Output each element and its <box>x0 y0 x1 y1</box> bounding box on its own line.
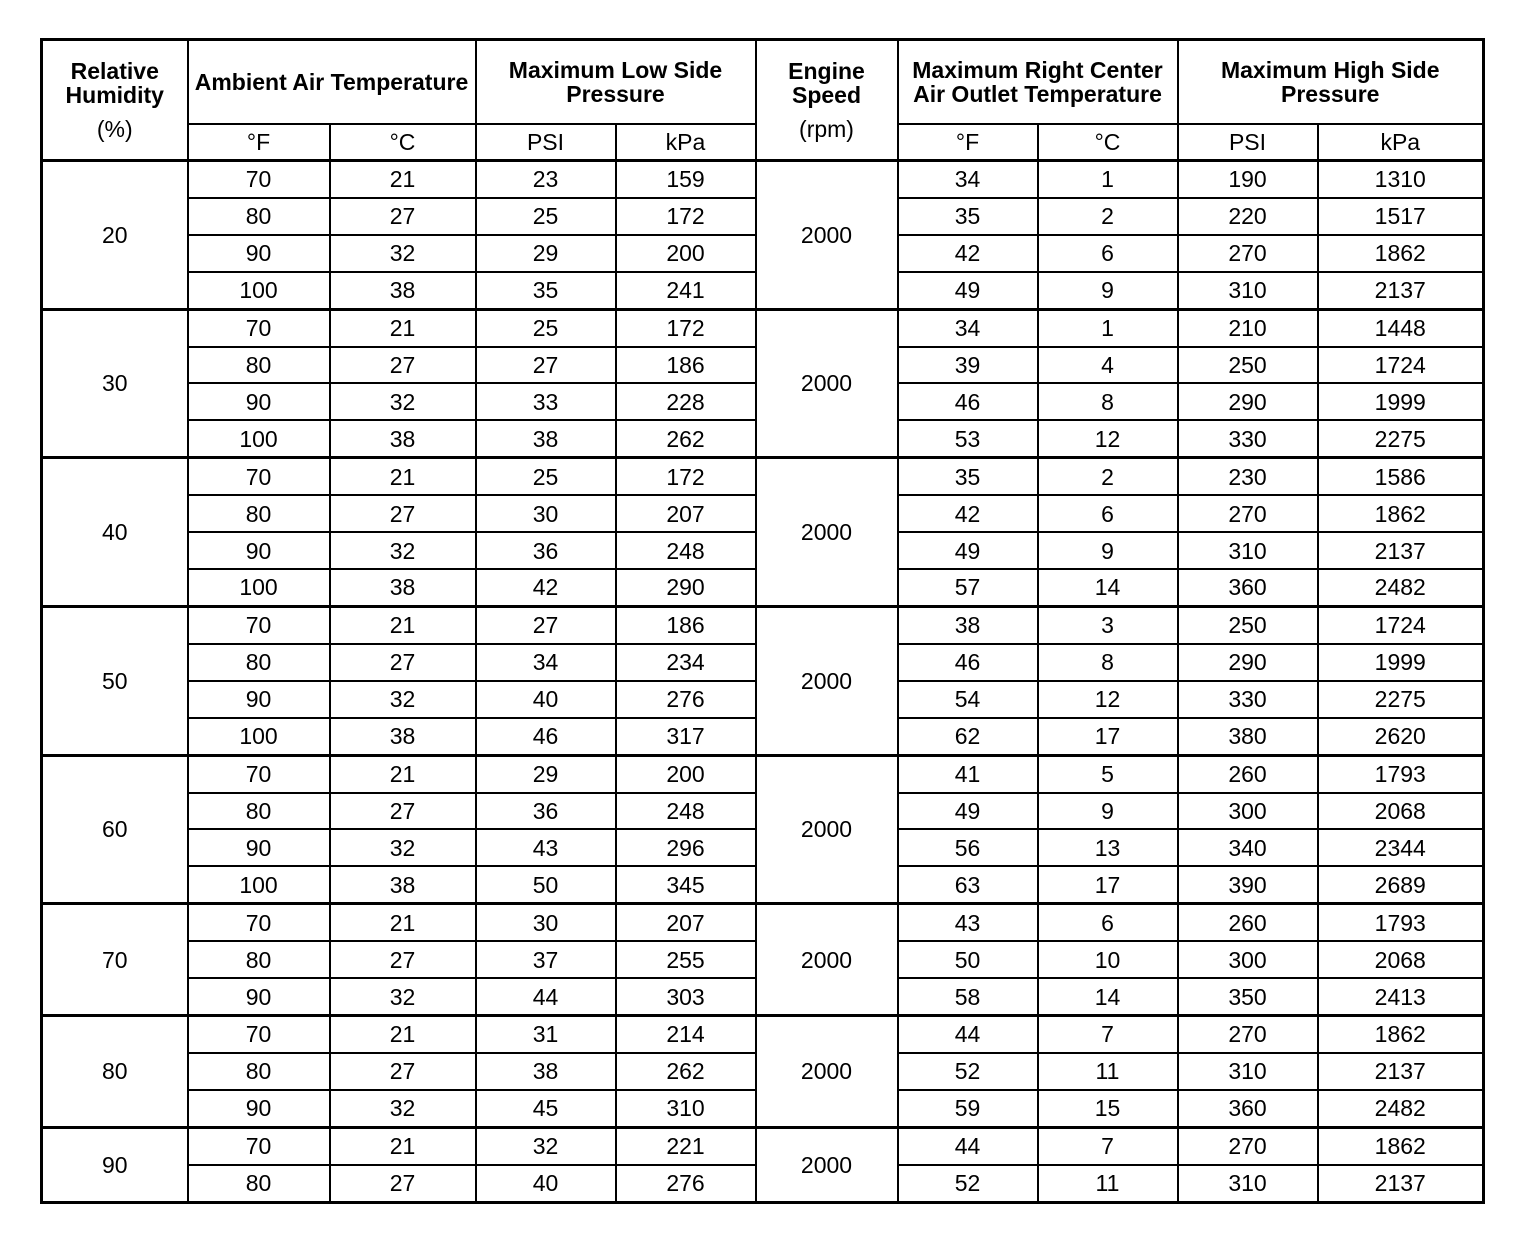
ambient-c-cell: 21 <box>330 1016 476 1053</box>
high-psi-cell: 310 <box>1178 1053 1318 1090</box>
table-row <box>42 309 1484 346</box>
ambient-f-cell: 80 <box>188 1053 330 1090</box>
high-psi-cell: 310 <box>1178 532 1318 569</box>
outlet-c-cell: 9 <box>1038 793 1178 830</box>
high-kpa-cell: 2137 <box>1318 1165 1484 1203</box>
ambient-f-cell: 90 <box>188 532 330 569</box>
low-psi-cell: 50 <box>476 866 616 903</box>
high-kpa-cell: 1793 <box>1318 755 1484 792</box>
low-kpa-cell: 234 <box>616 644 756 681</box>
high-psi-cell: 300 <box>1178 793 1318 830</box>
unit-outlet-f: °F <box>898 124 1038 161</box>
high-kpa-cell: 1448 <box>1318 309 1484 346</box>
low-psi-cell: 25 <box>476 198 616 235</box>
high-psi-cell: 340 <box>1178 829 1318 866</box>
humidity-cell: 80 <box>42 1016 188 1128</box>
low-kpa-cell: 310 <box>616 1090 756 1127</box>
low-psi-cell: 25 <box>476 309 616 346</box>
engine-speed-cell: 2000 <box>756 161 898 310</box>
low-kpa-cell: 248 <box>616 532 756 569</box>
outlet-f-cell: 49 <box>898 272 1038 309</box>
high-psi-cell: 310 <box>1178 1165 1318 1203</box>
ambient-f-cell: 70 <box>188 458 330 495</box>
table-body <box>42 161 1484 1203</box>
outlet-f-cell: 52 <box>898 1165 1038 1203</box>
low-psi-cell: 36 <box>476 793 616 830</box>
outlet-f-cell: 46 <box>898 644 1038 681</box>
high-kpa-cell: 2275 <box>1318 681 1484 718</box>
header-engine-speed-unit: (rpm) <box>799 116 854 143</box>
low-kpa-cell: 276 <box>616 1165 756 1203</box>
low-psi-cell: 46 <box>476 718 616 755</box>
low-psi-cell: 38 <box>476 1053 616 1090</box>
ambient-f-cell: 70 <box>188 1127 330 1164</box>
low-psi-cell: 32 <box>476 1127 616 1164</box>
low-kpa-cell: 172 <box>616 309 756 346</box>
high-kpa-cell: 2137 <box>1318 532 1484 569</box>
humidity-cell: 30 <box>42 309 188 458</box>
low-psi-cell: 29 <box>476 755 616 792</box>
ambient-f-cell: 90 <box>188 1090 330 1127</box>
high-psi-cell: 360 <box>1178 569 1318 606</box>
low-kpa-cell: 248 <box>616 793 756 830</box>
outlet-c-cell: 7 <box>1038 1127 1178 1164</box>
outlet-c-cell: 8 <box>1038 383 1178 420</box>
high-kpa-cell: 1586 <box>1318 458 1484 495</box>
low-psi-cell: 27 <box>476 606 616 643</box>
ambient-c-cell: 27 <box>330 198 476 235</box>
outlet-f-cell: 62 <box>898 718 1038 755</box>
outlet-c-cell: 2 <box>1038 198 1178 235</box>
low-psi-cell: 38 <box>476 420 616 457</box>
ambient-f-cell: 100 <box>188 718 330 755</box>
table-row <box>42 161 1484 198</box>
outlet-f-cell: 38 <box>898 606 1038 643</box>
outlet-f-cell: 34 <box>898 309 1038 346</box>
high-psi-cell: 210 <box>1178 309 1318 346</box>
outlet-f-cell: 34 <box>898 161 1038 198</box>
high-kpa-cell: 1862 <box>1318 1016 1484 1053</box>
ambient-c-cell: 21 <box>330 1127 476 1164</box>
high-psi-cell: 360 <box>1178 1090 1318 1127</box>
high-psi-cell: 380 <box>1178 718 1318 755</box>
table-row <box>42 1127 1484 1164</box>
outlet-c-cell: 6 <box>1038 495 1178 532</box>
unit-low-psi: PSI <box>476 124 616 161</box>
outlet-f-cell: 42 <box>898 495 1038 532</box>
ambient-f-cell: 90 <box>188 978 330 1015</box>
ambient-c-cell: 21 <box>330 755 476 792</box>
ambient-c-cell: 32 <box>330 383 476 420</box>
header-engine-speed-label: Engine Speed <box>788 57 865 108</box>
outlet-f-cell: 59 <box>898 1090 1038 1127</box>
ambient-f-cell: 100 <box>188 569 330 606</box>
table-row <box>42 1016 1484 1053</box>
low-kpa-cell: 221 <box>616 1127 756 1164</box>
header-ambient-air-temperature: Ambient Air Temperature <box>188 40 476 125</box>
ambient-f-cell: 70 <box>188 904 330 941</box>
low-psi-cell: 30 <box>476 495 616 532</box>
engine-speed-cell: 2000 <box>756 309 898 458</box>
engine-speed-cell: 2000 <box>756 755 898 904</box>
low-kpa-cell: 207 <box>616 904 756 941</box>
engine-speed-cell: 2000 <box>756 606 898 755</box>
low-psi-cell: 25 <box>476 458 616 495</box>
ambient-f-cell: 80 <box>188 941 330 978</box>
ambient-f-cell: 100 <box>188 420 330 457</box>
low-psi-cell: 30 <box>476 904 616 941</box>
outlet-f-cell: 46 <box>898 383 1038 420</box>
outlet-c-cell: 17 <box>1038 718 1178 755</box>
ambient-f-cell: 70 <box>188 1016 330 1053</box>
low-kpa-cell: 303 <box>616 978 756 1015</box>
ambient-c-cell: 27 <box>330 941 476 978</box>
ambient-f-cell: 80 <box>188 793 330 830</box>
high-kpa-cell: 1517 <box>1318 198 1484 235</box>
low-kpa-cell: 207 <box>616 495 756 532</box>
ambient-c-cell: 38 <box>330 569 476 606</box>
table-row <box>42 606 1484 643</box>
humidity-cell: 50 <box>42 606 188 755</box>
high-psi-cell: 230 <box>1178 458 1318 495</box>
table-header <box>42 40 1484 161</box>
outlet-c-cell: 3 <box>1038 606 1178 643</box>
humidity-cell: 90 <box>42 1127 188 1202</box>
low-psi-cell: 42 <box>476 569 616 606</box>
outlet-c-cell: 8 <box>1038 644 1178 681</box>
outlet-f-cell: 54 <box>898 681 1038 718</box>
engine-speed-cell: 2000 <box>756 904 898 1016</box>
ambient-f-cell: 70 <box>188 309 330 346</box>
outlet-c-cell: 17 <box>1038 866 1178 903</box>
ambient-f-cell: 80 <box>188 347 330 384</box>
ambient-c-cell: 21 <box>330 904 476 941</box>
ambient-f-cell: 100 <box>188 866 330 903</box>
high-psi-cell: 260 <box>1178 755 1318 792</box>
high-kpa-cell: 2344 <box>1318 829 1484 866</box>
outlet-f-cell: 35 <box>898 458 1038 495</box>
low-kpa-cell: 186 <box>616 606 756 643</box>
high-kpa-cell: 2137 <box>1318 272 1484 309</box>
outlet-c-cell: 9 <box>1038 272 1178 309</box>
engine-speed-cell: 2000 <box>756 458 898 607</box>
ambient-c-cell: 38 <box>330 420 476 457</box>
outlet-c-cell: 11 <box>1038 1165 1178 1203</box>
outlet-f-cell: 39 <box>898 347 1038 384</box>
low-psi-cell: 37 <box>476 941 616 978</box>
engine-speed-cell: 2000 <box>756 1016 898 1128</box>
outlet-f-cell: 52 <box>898 1053 1038 1090</box>
high-kpa-cell: 1862 <box>1318 235 1484 272</box>
high-psi-cell: 390 <box>1178 866 1318 903</box>
low-kpa-cell: 255 <box>616 941 756 978</box>
low-psi-cell: 33 <box>476 383 616 420</box>
ambient-c-cell: 27 <box>330 793 476 830</box>
outlet-c-cell: 14 <box>1038 978 1178 1015</box>
ambient-f-cell: 90 <box>188 681 330 718</box>
outlet-f-cell: 58 <box>898 978 1038 1015</box>
outlet-c-cell: 15 <box>1038 1090 1178 1127</box>
outlet-c-cell: 2 <box>1038 458 1178 495</box>
low-psi-cell: 36 <box>476 532 616 569</box>
outlet-c-cell: 1 <box>1038 161 1178 198</box>
ambient-c-cell: 38 <box>330 718 476 755</box>
ambient-c-cell: 32 <box>330 1090 476 1127</box>
engine-speed-cell: 2000 <box>756 1127 898 1202</box>
ambient-f-cell: 90 <box>188 235 330 272</box>
high-kpa-cell: 1862 <box>1318 495 1484 532</box>
unit-high-kpa: kPa <box>1318 124 1484 161</box>
high-kpa-cell: 2482 <box>1318 1090 1484 1127</box>
high-kpa-cell: 2068 <box>1318 793 1484 830</box>
high-kpa-cell: 2137 <box>1318 1053 1484 1090</box>
low-kpa-cell: 172 <box>616 458 756 495</box>
high-psi-cell: 220 <box>1178 198 1318 235</box>
unit-ambient-c: °C <box>330 124 476 161</box>
ambient-f-cell: 80 <box>188 495 330 532</box>
table-row <box>42 458 1484 495</box>
outlet-c-cell: 1 <box>1038 309 1178 346</box>
low-kpa-cell: 317 <box>616 718 756 755</box>
outlet-c-cell: 5 <box>1038 755 1178 792</box>
low-kpa-cell: 276 <box>616 681 756 718</box>
ambient-f-cell: 100 <box>188 272 330 309</box>
high-kpa-cell: 2620 <box>1318 718 1484 755</box>
low-kpa-cell: 262 <box>616 420 756 457</box>
ambient-c-cell: 32 <box>330 681 476 718</box>
high-psi-cell: 310 <box>1178 272 1318 309</box>
high-kpa-cell: 1310 <box>1318 161 1484 198</box>
unit-ambient-f: °F <box>188 124 330 161</box>
outlet-c-cell: 4 <box>1038 347 1178 384</box>
low-psi-cell: 43 <box>476 829 616 866</box>
outlet-c-cell: 14 <box>1038 569 1178 606</box>
ambient-c-cell: 27 <box>330 495 476 532</box>
ambient-c-cell: 32 <box>330 829 476 866</box>
high-psi-cell: 290 <box>1178 644 1318 681</box>
humidity-cell: 40 <box>42 458 188 607</box>
outlet-f-cell: 41 <box>898 755 1038 792</box>
high-psi-cell: 330 <box>1178 681 1318 718</box>
ambient-c-cell: 21 <box>330 161 476 198</box>
outlet-c-cell: 7 <box>1038 1016 1178 1053</box>
header-max-high-side-pressure: Maximum High Side Pressure <box>1178 40 1484 125</box>
high-kpa-cell: 1793 <box>1318 904 1484 941</box>
high-psi-cell: 270 <box>1178 235 1318 272</box>
outlet-f-cell: 42 <box>898 235 1038 272</box>
outlet-f-cell: 57 <box>898 569 1038 606</box>
header-max-outlet-temperature: Maximum Right Center Air Outlet Temperature <box>898 40 1178 125</box>
ambient-c-cell: 21 <box>330 309 476 346</box>
humidity-cell: 70 <box>42 904 188 1016</box>
low-psi-cell: 44 <box>476 978 616 1015</box>
high-psi-cell: 190 <box>1178 161 1318 198</box>
low-psi-cell: 29 <box>476 235 616 272</box>
high-psi-cell: 270 <box>1178 1016 1318 1053</box>
high-kpa-cell: 2068 <box>1318 941 1484 978</box>
outlet-c-cell: 6 <box>1038 904 1178 941</box>
high-psi-cell: 300 <box>1178 941 1318 978</box>
high-psi-cell: 250 <box>1178 347 1318 384</box>
low-kpa-cell: 214 <box>616 1016 756 1053</box>
low-kpa-cell: 172 <box>616 198 756 235</box>
low-psi-cell: 40 <box>476 1165 616 1203</box>
low-psi-cell: 27 <box>476 347 616 384</box>
outlet-f-cell: 53 <box>898 420 1038 457</box>
outlet-f-cell: 35 <box>898 198 1038 235</box>
high-kpa-cell: 2413 <box>1318 978 1484 1015</box>
low-psi-cell: 40 <box>476 681 616 718</box>
ambient-f-cell: 80 <box>188 644 330 681</box>
high-psi-cell: 250 <box>1178 606 1318 643</box>
high-psi-cell: 350 <box>1178 978 1318 1015</box>
ambient-f-cell: 80 <box>188 1165 330 1203</box>
table-row <box>42 755 1484 792</box>
ambient-c-cell: 38 <box>330 866 476 903</box>
high-psi-cell: 270 <box>1178 495 1318 532</box>
outlet-f-cell: 50 <box>898 941 1038 978</box>
low-kpa-cell: 262 <box>616 1053 756 1090</box>
ambient-f-cell: 70 <box>188 161 330 198</box>
outlet-f-cell: 43 <box>898 904 1038 941</box>
low-psi-cell: 34 <box>476 644 616 681</box>
ambient-c-cell: 32 <box>330 532 476 569</box>
outlet-f-cell: 63 <box>898 866 1038 903</box>
outlet-f-cell: 44 <box>898 1016 1038 1053</box>
high-kpa-cell: 1862 <box>1318 1127 1484 1164</box>
low-kpa-cell: 290 <box>616 569 756 606</box>
high-psi-cell: 330 <box>1178 420 1318 457</box>
ambient-c-cell: 27 <box>330 347 476 384</box>
high-psi-cell: 260 <box>1178 904 1318 941</box>
low-psi-cell: 45 <box>476 1090 616 1127</box>
outlet-c-cell: 6 <box>1038 235 1178 272</box>
outlet-c-cell: 12 <box>1038 420 1178 457</box>
high-kpa-cell: 1999 <box>1318 644 1484 681</box>
outlet-c-cell: 12 <box>1038 681 1178 718</box>
outlet-f-cell: 56 <box>898 829 1038 866</box>
table-row <box>42 904 1484 941</box>
outlet-c-cell: 9 <box>1038 532 1178 569</box>
humidity-cell: 60 <box>42 755 188 904</box>
ambient-f-cell: 90 <box>188 829 330 866</box>
high-kpa-cell: 1724 <box>1318 347 1484 384</box>
high-kpa-cell: 1999 <box>1318 383 1484 420</box>
high-psi-cell: 270 <box>1178 1127 1318 1164</box>
header-relative-humidity-label: Relative Humidity <box>65 57 164 108</box>
low-kpa-cell: 159 <box>616 161 756 198</box>
high-kpa-cell: 1724 <box>1318 606 1484 643</box>
ambient-c-cell: 27 <box>330 1053 476 1090</box>
high-kpa-cell: 2482 <box>1318 569 1484 606</box>
header-relative-humidity-unit: (%) <box>96 116 133 143</box>
ambient-c-cell: 21 <box>330 606 476 643</box>
low-kpa-cell: 186 <box>616 347 756 384</box>
ambient-c-cell: 32 <box>330 978 476 1015</box>
unit-low-kpa: kPa <box>616 124 756 161</box>
ambient-c-cell: 21 <box>330 458 476 495</box>
low-kpa-cell: 200 <box>616 755 756 792</box>
outlet-f-cell: 49 <box>898 793 1038 830</box>
ambient-f-cell: 90 <box>188 383 330 420</box>
unit-outlet-c: °C <box>1038 124 1178 161</box>
low-psi-cell: 31 <box>476 1016 616 1053</box>
low-kpa-cell: 345 <box>616 866 756 903</box>
ambient-f-cell: 70 <box>188 755 330 792</box>
ambient-c-cell: 38 <box>330 272 476 309</box>
high-psi-cell: 290 <box>1178 383 1318 420</box>
ambient-f-cell: 80 <box>188 198 330 235</box>
ambient-c-cell: 27 <box>330 1165 476 1203</box>
high-kpa-cell: 2275 <box>1318 420 1484 457</box>
outlet-f-cell: 49 <box>898 532 1038 569</box>
ambient-c-cell: 32 <box>330 235 476 272</box>
low-kpa-cell: 200 <box>616 235 756 272</box>
humidity-cell: 20 <box>42 161 188 310</box>
ambient-f-cell: 70 <box>188 606 330 643</box>
low-kpa-cell: 296 <box>616 829 756 866</box>
header-max-low-side-pressure: Maximum Low Side Pressure <box>476 40 756 125</box>
low-psi-cell: 23 <box>476 161 616 198</box>
high-kpa-cell: 2689 <box>1318 866 1484 903</box>
header-relative-humidity <box>42 40 188 161</box>
outlet-c-cell: 10 <box>1038 941 1178 978</box>
ambient-c-cell: 27 <box>330 644 476 681</box>
unit-high-psi: PSI <box>1178 124 1318 161</box>
outlet-f-cell: 44 <box>898 1127 1038 1164</box>
outlet-c-cell: 13 <box>1038 829 1178 866</box>
low-kpa-cell: 228 <box>616 383 756 420</box>
performance-table <box>40 38 1485 1204</box>
low-kpa-cell: 241 <box>616 272 756 309</box>
low-psi-cell: 35 <box>476 272 616 309</box>
outlet-c-cell: 11 <box>1038 1053 1178 1090</box>
header-engine-speed <box>756 40 898 161</box>
